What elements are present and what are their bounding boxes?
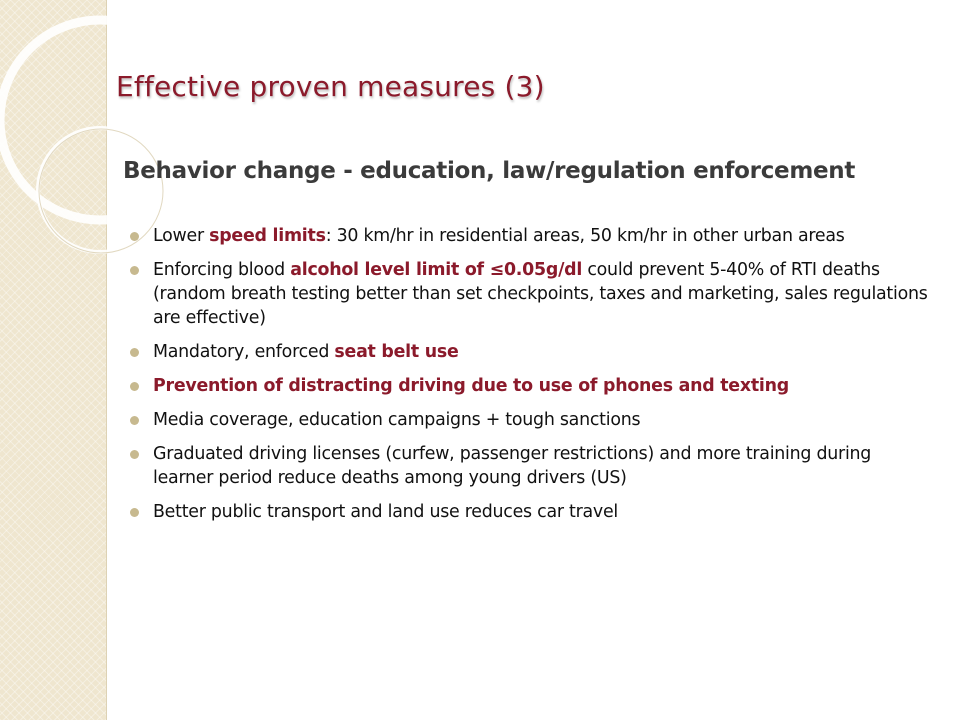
bullet-dot-icon: [130, 416, 139, 425]
bullet-media-coverage: [130, 408, 930, 432]
bullet-graduated-licenses: [130, 442, 930, 490]
bullet-text: Media coverage, education campaigns + tough sanctions: [153, 410, 641, 430]
bullet-distracted-driving: [130, 374, 930, 398]
bullet-dot-icon: [130, 508, 139, 517]
bullet-highlight: alcohol level limit of ≤0.05g/dl: [290, 260, 583, 280]
bullet-dot-icon: [130, 348, 139, 357]
bullet-dot-icon: [130, 450, 139, 459]
bullet-text: Better public transport and land use reduces car travel: [153, 502, 618, 522]
bullet-highlight: seat belt use: [334, 342, 459, 362]
bullet-text: : 30 km/hr in residential areas, 50 km/hr in other urban areas: [325, 226, 845, 246]
bullet-text: could prevent 5-40% of RTI deaths (random breath testing better than set checkpoints, taxes and marketing, sales regulations are effective): [153, 260, 928, 328]
bullet-dot-icon: [130, 382, 139, 391]
bullet-seat-belt: [130, 340, 930, 364]
slide-subtitle: Behavior change - education, law/regulation enforcement: [123, 158, 856, 184]
bullet-public-transport: [130, 500, 930, 524]
bullet-text: Enforcing blood: [153, 260, 291, 280]
bullet-text: Mandatory, enforced: [153, 342, 335, 362]
bullet-highlight: speed limits: [209, 226, 326, 246]
slide-title: Effective proven measures (3): [116, 70, 545, 103]
bullet-highlight: Prevention of distracting driving due to use of phones and texting: [153, 376, 789, 396]
bullet-text: Lower: [153, 226, 210, 246]
bullet-dot-icon: [130, 266, 139, 275]
bullet-speed-limits: [130, 224, 930, 248]
bullet-dot-icon: [130, 232, 139, 241]
bullet-list: [130, 224, 930, 534]
bullet-alcohol-limit: [130, 258, 930, 330]
decorative-circle-outer: [0, 20, 200, 220]
bullet-text: Graduated driving licenses (curfew, passenger restrictions) and more training during learner period reduce deaths among young drivers (US): [153, 444, 872, 488]
